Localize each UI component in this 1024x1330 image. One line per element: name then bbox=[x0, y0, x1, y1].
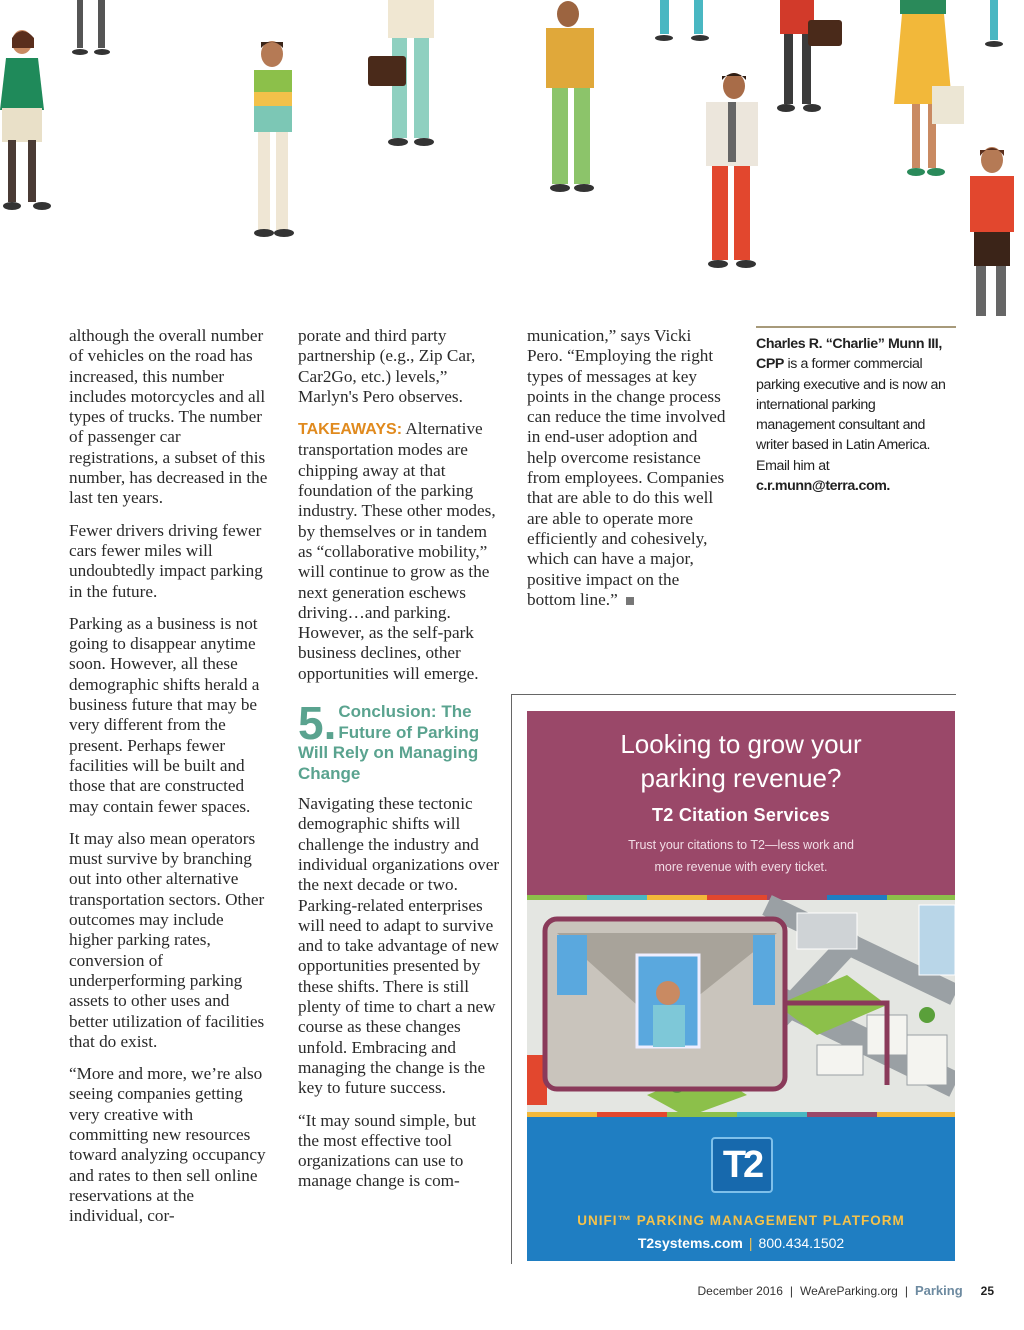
t2-logo: T2 bbox=[711, 1137, 773, 1193]
footer-site: WeAreParking.org bbox=[800, 1284, 898, 1298]
ad-phone: 800.434.1502 bbox=[758, 1235, 845, 1251]
takeaways-text: Alternative transportation modes are chipping away at that foundation of the parking industry. These other modes, by themselves or in tandem as “collaborative mobility,” will continue to grow as the next generation eschews driving…and parking. However, as the self-park business declines, other opportunities will emerge. bbox=[298, 419, 496, 683]
paragraph: Fewer drivers driving fewer cars fewer miles will undoubtedly impact parking in the future. bbox=[69, 520, 263, 601]
ad-header bbox=[527, 711, 955, 895]
section-title: Conclusion: The Future of Parking Will Rely on Managing Change bbox=[298, 702, 480, 783]
author-bio bbox=[756, 326, 956, 496]
paragraph bbox=[527, 326, 729, 610]
ad-divider bbox=[511, 694, 956, 695]
person-figure bbox=[546, 1, 594, 192]
pedestrians-illustration bbox=[0, 0, 1024, 325]
magazine-name: Parking bbox=[914, 1283, 963, 1298]
footer-date: December 2016 bbox=[697, 1284, 783, 1298]
paragraph: It may also mean operators must survive by branching out into other alternative transportation sectors. Other outcomes may include higher parking rates, conversion of underperforming parking assets to other uses and better utilization of facilities that do exist. bbox=[69, 828, 265, 1051]
person-figure bbox=[894, 0, 964, 176]
section-heading bbox=[298, 697, 500, 784]
person-figure bbox=[985, 0, 1003, 47]
ad-service: T2 Citation Services bbox=[651, 805, 831, 825]
paragraph: Navigating these tectonic demographic shifts will challenge the industry and individual organizations over the next decade or two. Parking-related enterprises will need to adapt to survive and to take advantage of new opportunities presented by these shifts. There is still plenty of time to chart a new course as these changes unfold. Embracing and managing the change is the key to future success. bbox=[298, 794, 500, 1098]
article-column-1 bbox=[69, 326, 271, 1238]
section-number: 5. bbox=[298, 697, 337, 750]
ad-tagline bbox=[527, 834, 955, 878]
person-figure bbox=[655, 0, 709, 41]
separator: | bbox=[748, 1235, 753, 1251]
page-number: 25 bbox=[980, 1284, 994, 1298]
ad-contact bbox=[527, 1235, 955, 1251]
paragraph: Parking as a business is not going to disappear anytime soon. However, all these demographic shifts herald a business future that may be very different from the present. Perhaps fewer facilities will be built and those that are constructed may contain fewer spaces. bbox=[69, 613, 260, 816]
ad-headline: Looking to grow your parking revenue? bbox=[620, 729, 862, 793]
page-footer bbox=[697, 1283, 994, 1298]
author-name: Charles R. “Charlie” Munn III, CPP bbox=[756, 336, 942, 373]
bio-text: is a former commercial parking executive and is now an international parking management consultant and writer based in Latin America. Email him at bbox=[756, 356, 946, 474]
end-mark-icon bbox=[626, 597, 634, 605]
person-figure bbox=[970, 147, 1014, 316]
takeaways-paragraph bbox=[298, 419, 500, 684]
t2-advertisement[interactable] bbox=[527, 711, 955, 1261]
author-email-link[interactable]: c.r.munn@terra.com bbox=[756, 478, 887, 495]
closing-text: munication,” says Vicki Pero. “Employing the right types of messages at key points in the change process can reduce the time involved in end-user adoption and help overcome resistance from employees. Companies that are able to do this well are able to operate more efficiently and cohesively, which can have a major, positive impact on the bottom line.” bbox=[527, 326, 726, 609]
isometric-city-illustration bbox=[527, 895, 955, 1117]
article-column-3 bbox=[527, 326, 729, 622]
paragraph: “More and more, we’re also seeing companies getting very creative with committing new resources toward analyzing occupancy and rates to then sell online reservations at the individual, cor- bbox=[69, 1064, 266, 1226]
bio-period: . bbox=[886, 478, 890, 495]
takeaways-label: TAKEAWAYS: bbox=[298, 421, 403, 439]
article-column-2 bbox=[298, 326, 500, 1204]
paragraph: although the overall number of vehicles on the road has increased, this number includes motorcycles and all types of trucks. The number of passenger car registrations, a subset of this number, has decreased in the last ten years. bbox=[69, 326, 268, 508]
ad-footer bbox=[527, 1117, 955, 1261]
ad-divider bbox=[511, 694, 512, 1264]
person-figure bbox=[0, 30, 51, 210]
person-figure bbox=[368, 0, 434, 146]
ad-website-link[interactable]: T2systems.com bbox=[637, 1235, 743, 1251]
person-figure bbox=[254, 41, 294, 237]
ad-platform-name: UNIFI™ PARKING MANAGEMENT PLATFORM bbox=[577, 1213, 905, 1228]
paragraph: “It may sound simple, but the most effective tool organizations can use to manage change is com- bbox=[298, 1110, 477, 1191]
ad-tagline-line: more revenue with every ticket. bbox=[654, 860, 828, 874]
paragraph: porate and third party partnership (e.g., Zip Car, Car2Go, etc.) levels,” Marlyn's Pero observes. bbox=[298, 326, 476, 406]
person-figure bbox=[72, 0, 110, 55]
separator: | bbox=[904, 1284, 908, 1298]
separator: | bbox=[789, 1284, 793, 1298]
ad-tagline-line: Trust your citations to T2—less work and bbox=[628, 838, 854, 852]
person-figure bbox=[777, 0, 842, 112]
person-figure bbox=[706, 73, 758, 268]
